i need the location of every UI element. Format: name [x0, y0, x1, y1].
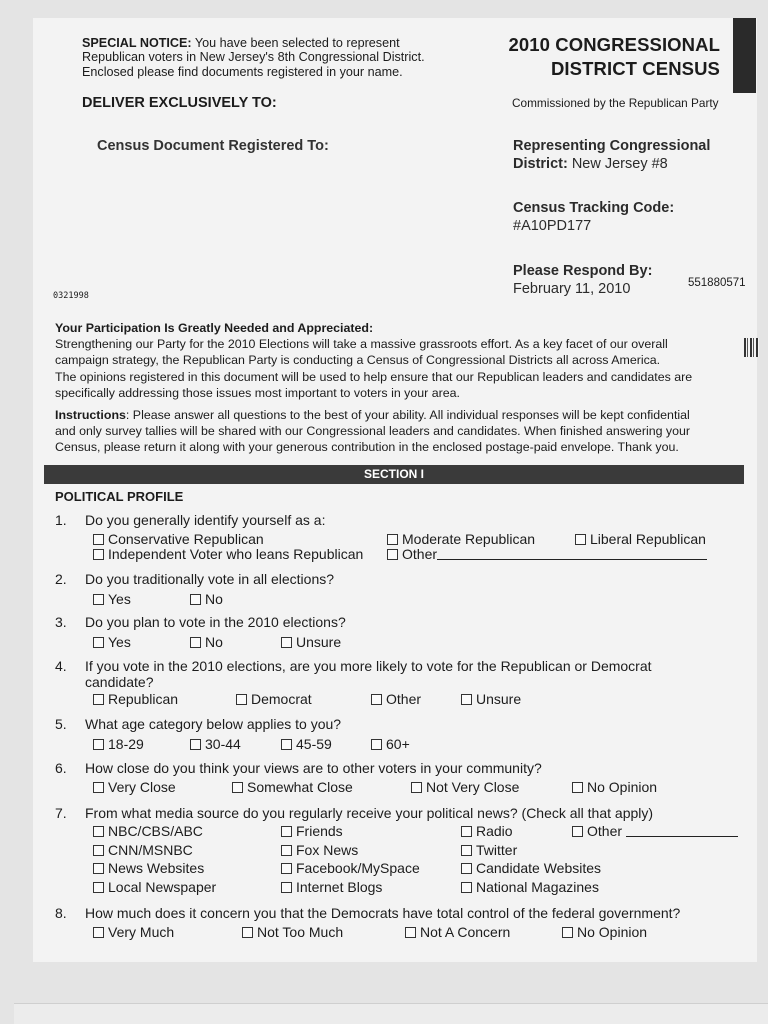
- q1-option-other[interactable]: [387, 546, 707, 562]
- commissioned-by: Commissioned by the Republican Party: [512, 96, 719, 110]
- q5-option[interactable]: [93, 736, 144, 752]
- option-label: Republican: [108, 691, 179, 707]
- q7-option[interactable]: [461, 860, 601, 876]
- participation-heading: Your Participation Is Greatly Needed and Appreciated:: [55, 321, 374, 335]
- checkbox[interactable]: [93, 782, 104, 793]
- checkbox[interactable]: [93, 739, 104, 750]
- special-notice: [82, 36, 482, 79]
- q7-option[interactable]: [93, 879, 216, 895]
- q2-option[interactable]: [190, 591, 223, 607]
- checkbox[interactable]: [232, 782, 243, 793]
- instructions-line: : Please answer all questions to the best of your ability. All individual responses will be kept confidential: [125, 408, 690, 422]
- checkbox[interactable]: [575, 534, 586, 545]
- respond-info: [513, 262, 652, 298]
- option-label: Candidate Websites: [476, 860, 602, 876]
- q7-option[interactable]: [281, 823, 343, 839]
- option-label: Other: [587, 823, 623, 839]
- question-number: 3.: [55, 614, 67, 630]
- q1-option[interactable]: [93, 531, 264, 547]
- question-text: Do you traditionally vote in all elections?: [85, 571, 335, 587]
- q6-option[interactable]: [232, 779, 353, 795]
- q7-option[interactable]: [93, 860, 204, 876]
- q4-option[interactable]: [93, 691, 178, 707]
- q8-option[interactable]: [242, 924, 343, 940]
- tracking-label: Census Tracking Code:: [513, 200, 675, 216]
- district-info: [513, 137, 710, 173]
- checkbox[interactable]: [281, 637, 292, 648]
- option-label: National Magazines: [476, 879, 599, 895]
- option-label: Not A Concern: [420, 924, 511, 940]
- option-label: News Websites: [108, 860, 205, 876]
- q3-option[interactable]: [93, 634, 131, 650]
- q7-option[interactable]: [461, 842, 517, 858]
- q7-option[interactable]: [281, 860, 420, 876]
- question-number: 8.: [55, 905, 67, 921]
- section-subtitle: POLITICAL PROFILE: [55, 489, 184, 504]
- q2-option[interactable]: [93, 591, 131, 607]
- participation-paragraph: [55, 320, 735, 401]
- question-number: 1.: [55, 512, 67, 528]
- option-label: Not Too Much: [257, 924, 344, 940]
- q7-option[interactable]: [461, 823, 513, 839]
- instructions-paragraph: [55, 407, 735, 456]
- option-label: NBC/CBS/ABC: [108, 823, 203, 839]
- option-label: Conservative Republican: [108, 531, 264, 547]
- q7-option[interactable]: [93, 842, 193, 858]
- option-label: 30-44: [205, 736, 241, 752]
- option-label: Not Very Close: [426, 779, 520, 795]
- question-text: How much does it concern you that the Democrats have total control of the federal government?: [85, 905, 681, 921]
- q8-option[interactable]: [562, 924, 647, 940]
- checkbox[interactable]: [281, 863, 292, 874]
- q7-option-other[interactable]: [572, 823, 738, 839]
- title-line-2: DISTRICT CENSUS: [550, 58, 720, 79]
- question-text: Do you plan to vote in the 2010 elections?: [85, 614, 346, 630]
- option-label: Somewhat Close: [247, 779, 353, 795]
- checkbox[interactable]: [93, 594, 104, 605]
- checkbox[interactable]: [93, 927, 104, 938]
- checkbox[interactable]: [387, 534, 398, 545]
- question-text: [85, 658, 735, 690]
- tracking-info: [513, 199, 674, 235]
- checkbox[interactable]: [461, 826, 472, 837]
- checkbox[interactable]: [405, 927, 416, 938]
- other-write-in-line[interactable]: [626, 825, 738, 837]
- checkbox[interactable]: [236, 694, 247, 705]
- option-label: No: [205, 591, 223, 607]
- notice-line-1: You have been selected to represent: [194, 36, 400, 50]
- option-label: No Opinion: [577, 924, 648, 940]
- option-label: Independent Voter who leans Republican: [108, 546, 364, 562]
- q7-option[interactable]: [281, 879, 382, 895]
- option-label: Very Close: [108, 779, 176, 795]
- q1-option[interactable]: [575, 531, 706, 547]
- deliver-heading: DELIVER EXCLUSIVELY TO:: [82, 95, 277, 111]
- option-label: Local Newspaper: [108, 879, 217, 895]
- option-label: Facebook/MySpace: [296, 860, 420, 876]
- respond-label: Please Respond By:: [513, 263, 653, 279]
- other-write-in-line[interactable]: [437, 548, 707, 560]
- checkbox[interactable]: [572, 782, 583, 793]
- instructions-line: and only survey tallies will be shared with our Congressional leaders and candidates. When finished answering your: [55, 424, 691, 439]
- next-page-edge: [14, 1003, 768, 1024]
- option-label: Radio: [476, 823, 513, 839]
- option-label: Other: [386, 691, 422, 707]
- question-text-line: candidate?: [85, 674, 154, 690]
- question-text: What age category below applies to you?: [85, 716, 342, 732]
- checkbox[interactable]: [572, 826, 583, 837]
- option-label: Moderate Republican: [402, 531, 536, 547]
- question-number: 6.: [55, 760, 67, 776]
- q6-option[interactable]: [572, 779, 657, 795]
- q3-option[interactable]: [281, 634, 341, 650]
- option-label: Very Much: [108, 924, 175, 940]
- question-number: 4.: [55, 658, 67, 674]
- q5-option[interactable]: [190, 736, 241, 752]
- option-label: Yes: [108, 634, 131, 650]
- option-label: Liberal Republican: [590, 531, 706, 547]
- district-label: Representing Congressional: [513, 138, 711, 154]
- participation-line: The opinions registered in this document will be used to help ensure that our Republican leaders and candidates are: [55, 369, 693, 384]
- checkbox[interactable]: [93, 637, 104, 648]
- q7-option[interactable]: [281, 842, 358, 858]
- option-label: Friends: [296, 823, 343, 839]
- checkbox[interactable]: [190, 637, 201, 648]
- checkbox[interactable]: [371, 694, 382, 705]
- q3-option[interactable]: [190, 634, 223, 650]
- checkbox[interactable]: [461, 863, 472, 874]
- checkbox[interactable]: [281, 739, 292, 750]
- checkbox[interactable]: [387, 549, 398, 560]
- option-label: Yes: [108, 591, 131, 607]
- checkbox[interactable]: [190, 594, 201, 605]
- checkbox[interactable]: [281, 826, 292, 837]
- question-text: Do you generally identify yourself as a:: [85, 512, 326, 528]
- question-text: How close do you think your views are to other voters in your community?: [85, 760, 542, 776]
- notice-line-2: Republican voters in New Jersey's 8th Congressional District.: [82, 50, 425, 65]
- q6-option[interactable]: [411, 779, 519, 795]
- q7-option[interactable]: [461, 879, 599, 895]
- checkbox[interactable]: [411, 782, 422, 793]
- question-number: 5.: [55, 716, 67, 732]
- checkbox[interactable]: [461, 882, 472, 893]
- checkbox[interactable]: [461, 845, 472, 856]
- question-number: 2.: [55, 571, 67, 587]
- question-text: From what media source do you regularly receive your political news? (Check all that apply): [85, 805, 654, 821]
- q1-option[interactable]: [387, 531, 535, 547]
- checkbox[interactable]: [93, 826, 104, 837]
- corner-bar: [733, 18, 756, 93]
- participation-line: Strengthening our Party for the 2010 Elections will take a massive grassroots effort. As a key facet of our overall: [55, 337, 668, 352]
- tracking-value: #A10PD177: [513, 218, 592, 234]
- barcode-number: 551880571: [688, 277, 746, 289]
- checkbox[interactable]: [281, 882, 292, 893]
- checkbox[interactable]: [93, 549, 104, 560]
- option-label: Internet Blogs: [296, 879, 383, 895]
- q8-option[interactable]: [405, 924, 510, 940]
- district-label-2: District:: [513, 156, 568, 172]
- participation-line: specifically addressing those issues most important to voters in your area.: [55, 385, 460, 400]
- option-label: Democrat: [251, 691, 312, 707]
- checkbox[interactable]: [93, 863, 104, 874]
- qr-code-icon: [744, 338, 759, 357]
- q4-option[interactable]: [371, 691, 421, 707]
- q1-option[interactable]: [93, 546, 363, 562]
- small-code: 0321998: [53, 291, 89, 301]
- instructions-label: Instructions: [55, 408, 126, 422]
- notice-line-3: Enclosed please find documents registered in your name.: [82, 64, 403, 79]
- checkbox[interactable]: [281, 845, 292, 856]
- option-label: Fox News: [296, 842, 359, 858]
- checkbox[interactable]: [93, 882, 104, 893]
- option-label: Other: [402, 546, 438, 562]
- respond-value: February 11, 2010: [513, 281, 631, 297]
- checkbox[interactable]: [93, 845, 104, 856]
- q5-option[interactable]: [371, 736, 410, 752]
- q4-option[interactable]: [461, 691, 521, 707]
- q6-option[interactable]: [93, 779, 176, 795]
- form-title: [470, 33, 720, 81]
- q8-option[interactable]: [93, 924, 174, 940]
- notice-label: SPECIAL NOTICE:: [82, 36, 192, 50]
- checkbox[interactable]: [371, 739, 382, 750]
- q7-option[interactable]: [93, 823, 203, 839]
- option-label: Unsure: [296, 634, 342, 650]
- option-label: 45-59: [296, 736, 332, 752]
- question-text-line: If you vote in the 2010 elections, are you more likely to vote for the Republican or Democrat: [85, 658, 652, 674]
- instructions-line: Census, please return it along with your generous contribution in the enclosed postage-paid envelope. Thank you.: [55, 440, 679, 455]
- option-label: CNN/MSNBC: [108, 842, 193, 858]
- option-label: 60+: [386, 736, 410, 752]
- checkbox[interactable]: [562, 927, 573, 938]
- option-label: No Opinion: [587, 779, 658, 795]
- option-label: 18-29: [108, 736, 144, 752]
- checkbox[interactable]: [93, 534, 104, 545]
- participation-line: campaign strategy, the Republican Party is conducting a Census of Congressional Districts all across America.: [55, 353, 661, 368]
- district-value: New Jersey #8: [571, 156, 668, 172]
- section-header: SECTION I: [44, 465, 744, 484]
- checkbox[interactable]: [242, 927, 253, 938]
- checkbox[interactable]: [190, 739, 201, 750]
- question-number: 7.: [55, 805, 67, 821]
- q5-option[interactable]: [281, 736, 332, 752]
- checkbox[interactable]: [461, 694, 472, 705]
- option-label: Twitter: [476, 842, 518, 858]
- option-label: No: [205, 634, 223, 650]
- title-line-1: 2010 CONGRESSIONAL: [508, 34, 720, 55]
- checkbox[interactable]: [93, 694, 104, 705]
- q4-option[interactable]: [236, 691, 312, 707]
- option-label: Unsure: [476, 691, 522, 707]
- registered-to-label: Census Document Registered To:: [97, 138, 329, 154]
